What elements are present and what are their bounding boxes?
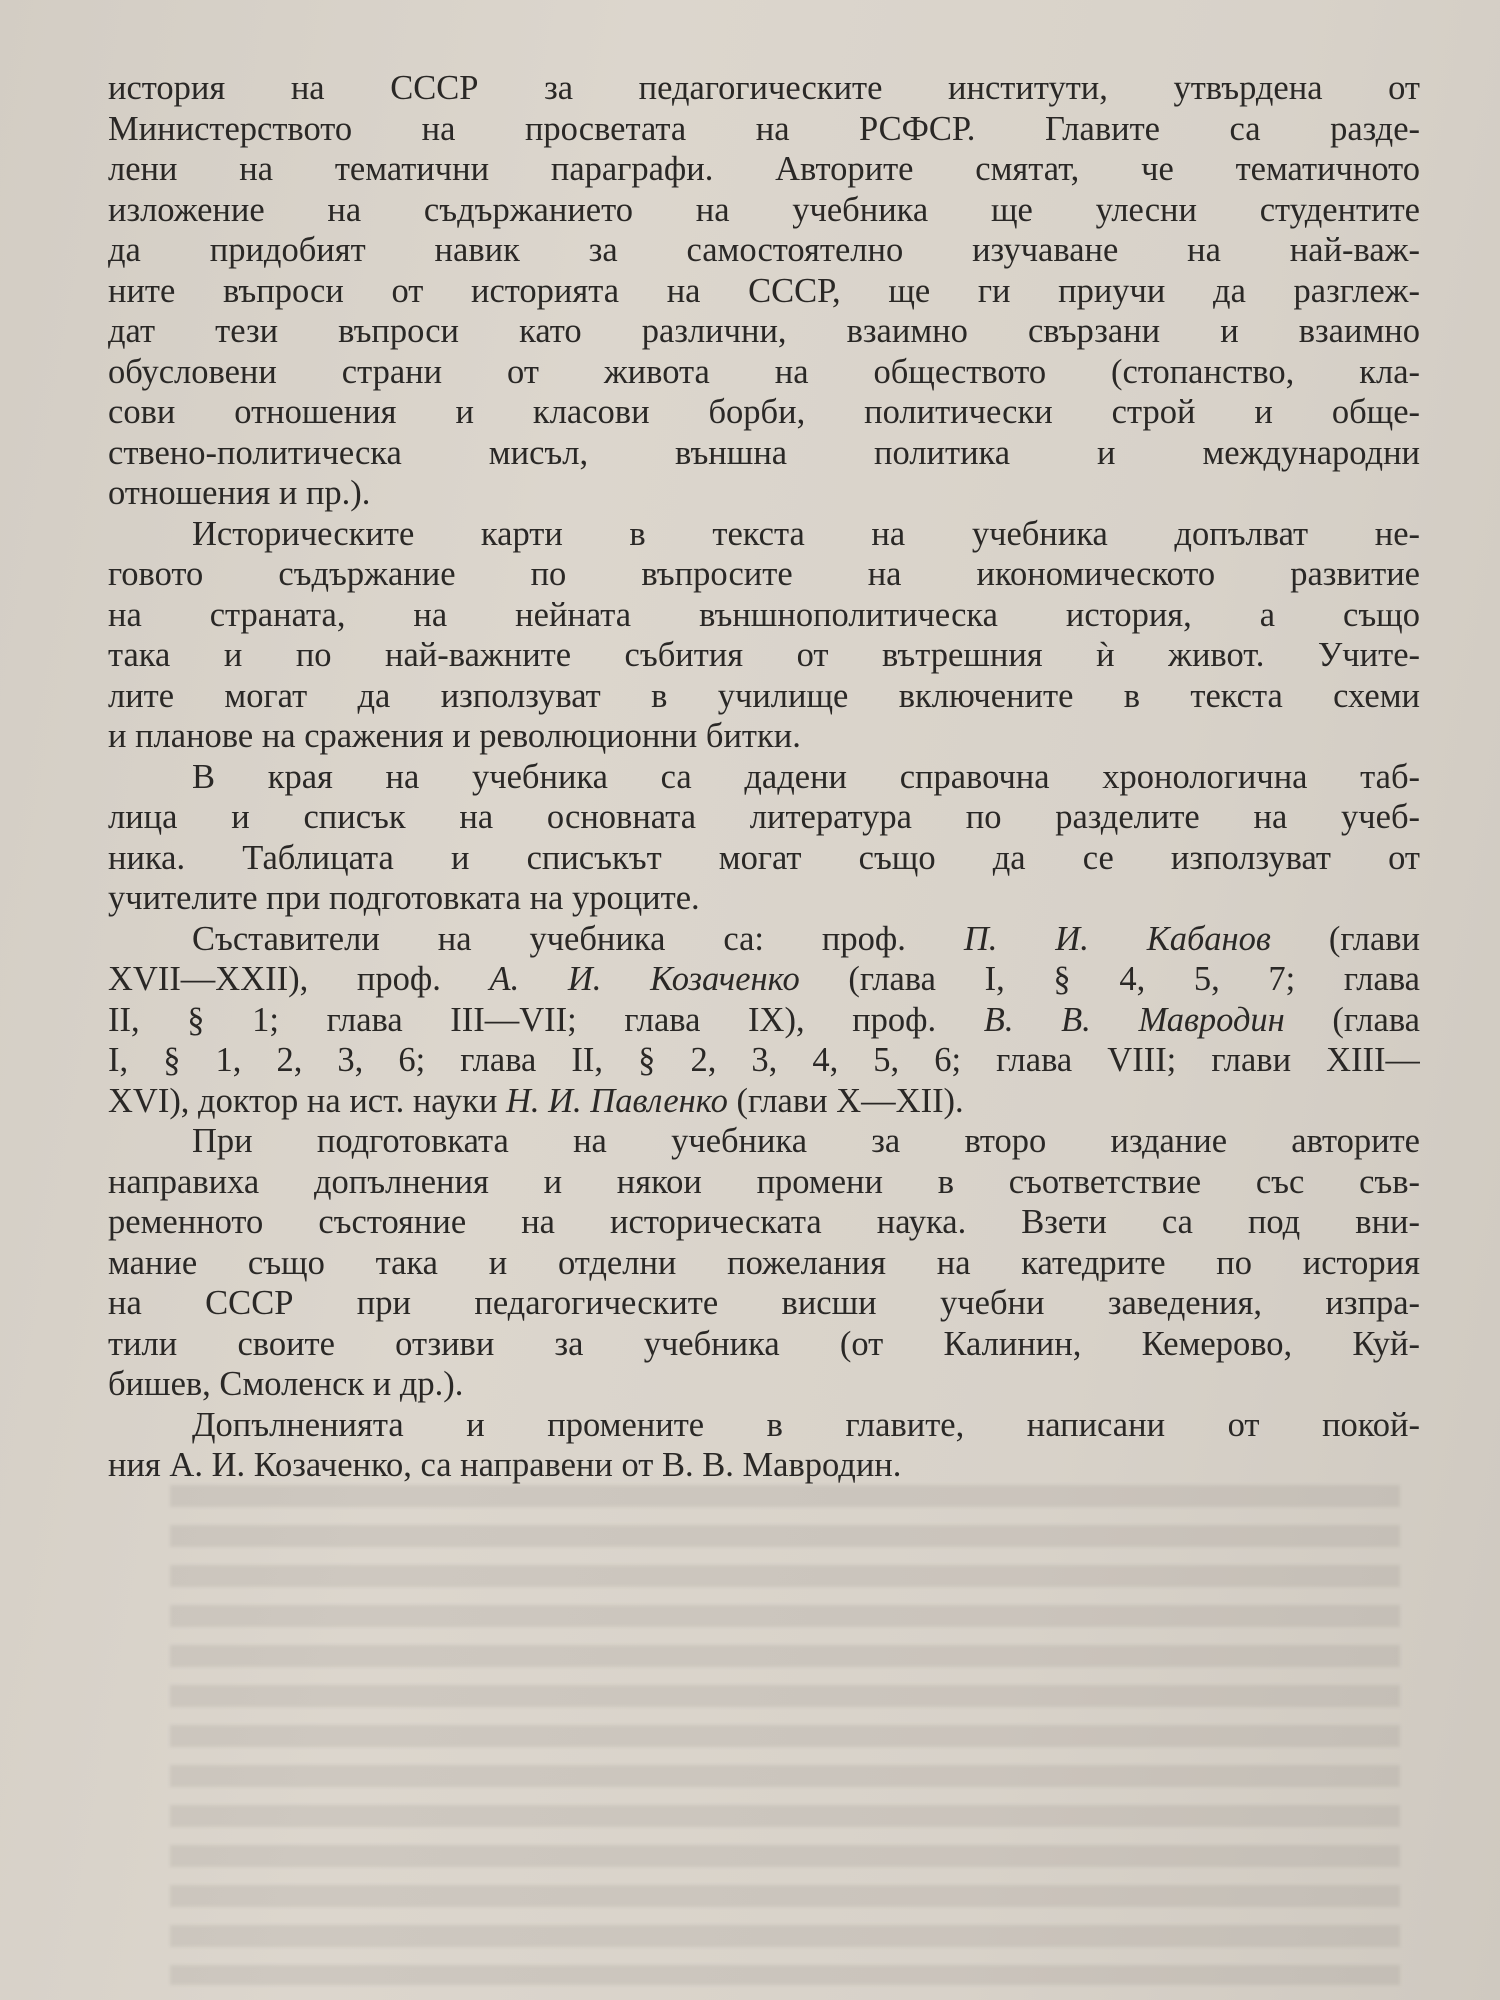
text-run: ременното състояние на историческата наука. Взети са под вни- [108,1203,1420,1241]
paragraph [108,1405,1420,1486]
author-name: В. В. Мавродин [983,1000,1285,1039]
text-line [108,149,1420,190]
paragraph [108,919,1420,1122]
text-run: и планове на сражения и революционни битки. [108,717,801,755]
text-line [108,352,1420,393]
text-line [108,473,1420,514]
text-line [108,1243,1420,1284]
text-run: на СССР при педагогическите висши учебни заведения, изпра- [108,1284,1420,1322]
text-run: бишев, Смоленск и др.). [108,1365,464,1403]
page-text [108,68,1420,1486]
text-run: (глава [1284,1000,1420,1039]
text-line [108,1364,1420,1405]
text-line [108,595,1420,636]
text-run: Съставители на учебника са: проф. [192,919,964,958]
text-line [108,230,1420,271]
text-run: история на СССР за педагогическите институти, утвърдена от [108,69,1420,107]
text-line [108,514,1420,555]
text-line [108,554,1420,595]
text-line [108,1121,1420,1162]
text-run: I, § 1, 2, 3, 6; глава II, § 2, 3, 4, 5, 6; глава VIII; глави XIII— [108,1041,1420,1079]
text-line [108,109,1420,150]
text-run: изложение на съдържанието на учебника ще улесни студентите [108,190,1420,229]
text-line [108,392,1420,433]
text-run: (глави [1270,919,1420,958]
text-run: мание също така и отделни пожелания на катедрите по история [108,1243,1420,1282]
text-run: обусловени страни от живота на обществото (стопанство, кла- [108,352,1420,391]
text-run: ника. Таблицата и списъкът могат също да се използуват от [108,838,1420,877]
text-run: говото съдържание по въпросите на икономическото развитие [108,555,1420,593]
text-run: ствено-политическа мисъл, външна политика и международни [108,433,1420,472]
text-run: да придобият навик за самостоятелно изучаване на най-важ- [108,231,1420,269]
author-name: А. И. Козаченко [489,960,800,998]
text-run: лица и списък на основната литература по разделите на учеб- [108,798,1420,836]
text-run: Министерството на просветата на РСФСР. Главите са разде- [108,109,1420,148]
text-run: лите могат да използуват в училище включените в текста схеми [108,676,1420,715]
text-run: учителите при подготовката на уроците. [108,879,700,917]
text-run: ните въпроси от историята на СССР, ще ги приучи да разглеж- [108,271,1420,310]
text-run: тили своите отзиви за учебника (от Калинин, Кемерово, Куй- [108,1324,1420,1363]
text-line [108,797,1420,838]
text-line [108,1040,1420,1081]
text-line [108,919,1420,960]
text-run: Историческите карти в текста на учебника допълват не- [192,514,1420,553]
text-line [108,838,1420,879]
text-line [108,1405,1420,1446]
text-line [108,959,1420,1000]
text-run: ния А. И. Козаченко, са направени от В. В. Мавродин. [108,1446,902,1484]
text-line [108,433,1420,474]
text-run: така и по най-важните събития от вътрешния ѝ живот. Учите- [108,636,1420,674]
show-through-text [170,1485,1400,1985]
text-run: (глави X—XII). [727,1081,964,1120]
text-run: лени на тематични параграфи. Авторите смятат, че тематичното [108,150,1420,188]
text-run: При подготовката на учебника за второ издание авторите [192,1122,1420,1160]
text-run: на страната, на нейната външнополитическа история, а също [108,595,1420,634]
text-line [108,757,1420,798]
text-line [108,1202,1420,1243]
text-line [108,1324,1420,1365]
text-run: Допълненията и промените в главите, написани от покой- [192,1405,1420,1444]
text-line [108,878,1420,919]
text-run: отношения и пр.). [108,474,371,512]
text-line [108,311,1420,352]
text-line [108,1445,1420,1486]
text-line [108,1000,1420,1041]
text-run: XVI), доктор на ист. науки [108,1081,506,1120]
text-line [108,635,1420,676]
paragraph [108,68,1420,514]
text-line [108,1283,1420,1324]
author-name: Н. И. Павленко [505,1081,728,1120]
text-line [108,716,1420,757]
text-run: XVII—XXII), проф. [108,960,490,998]
text-line [108,676,1420,717]
text-line [108,1162,1420,1203]
paragraph [108,757,1420,919]
text-run: В края на учебника са дадени справочна хронологична таб- [192,757,1420,796]
author-name: П. И. Кабанов [963,919,1271,958]
text-line [108,190,1420,231]
text-run: сови отношения и класови борби, политически строй и обще- [108,393,1420,431]
text-run: дат тези въпроси като различни, взаимно свързани и взаимно [108,312,1420,350]
text-line [108,68,1420,109]
text-run: II, § 1; глава III—VII; глава IX), проф. [108,1000,984,1039]
text-run: (глава I, § 4, 5, 7; глава [799,960,1420,998]
paragraph [108,514,1420,757]
text-line [108,271,1420,312]
text-line [108,1081,1420,1122]
text-run: направиха допълнения и някои промени в съответствие със съв- [108,1162,1420,1201]
paragraph [108,1121,1420,1405]
